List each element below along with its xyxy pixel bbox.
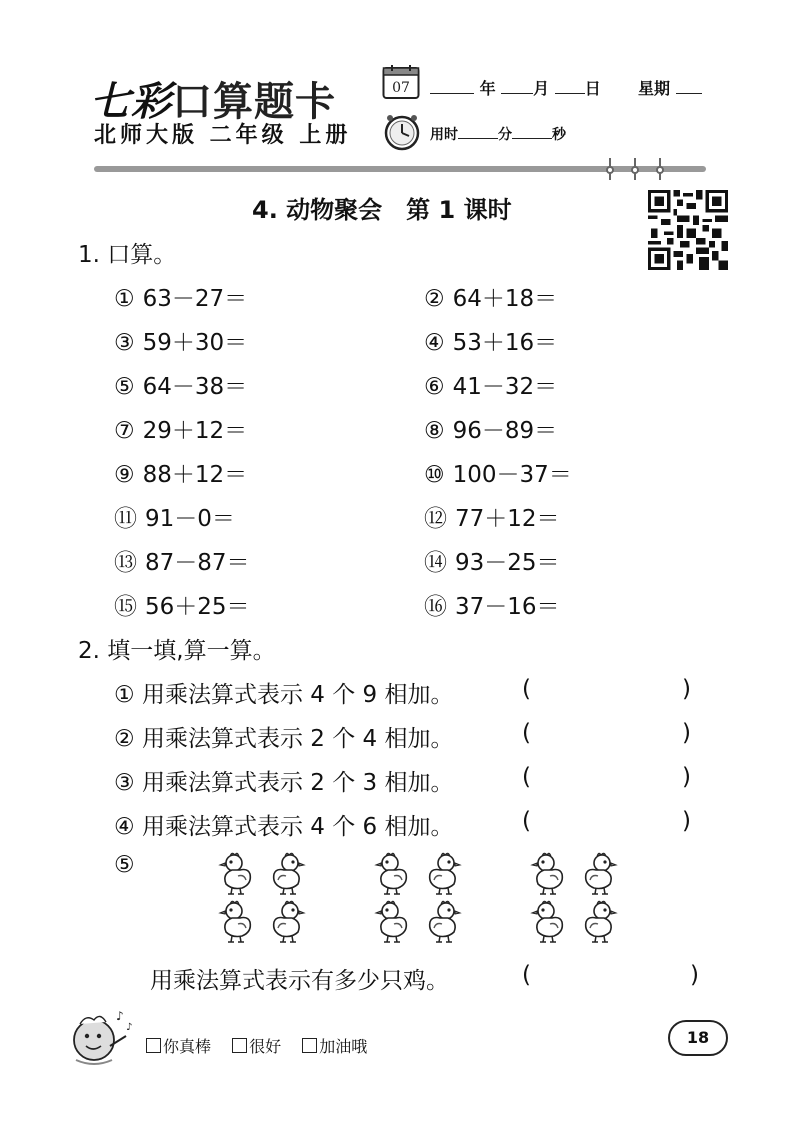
fill-item-4 [114, 808, 453, 841]
fill-item-3-text: 用乘法算式表示 2 个 3 相加。 [141, 770, 454, 796]
q12-num: ⑫ [424, 506, 447, 532]
binder-rings-icon [600, 156, 670, 184]
fill-item-3-paren-open: ( [522, 764, 531, 790]
fill-item-1-paren-open: ( [522, 676, 531, 702]
rating-label-good: 很好 [249, 1037, 282, 1056]
seconds-blank[interactable] [512, 124, 552, 139]
q8-num: ⑧ [424, 418, 445, 444]
year-blank[interactable] [430, 79, 474, 94]
clock-icon [382, 112, 422, 152]
weekday-label: 星期 [637, 79, 670, 98]
minutes-label: 分 [498, 127, 512, 143]
q16-expr: 37－16＝ [455, 594, 560, 620]
q6-expr: 41－32＝ [452, 374, 558, 400]
day-blank[interactable] [555, 79, 585, 94]
q2-expr: 64＋18＝ [452, 286, 558, 312]
section1-heading: 1. 口算。 [78, 242, 177, 268]
q16-item [424, 588, 560, 621]
q13-num: ⑬ [114, 550, 137, 576]
q12-expr: 77＋12＝ [455, 506, 560, 532]
q1-item [114, 280, 247, 313]
day-label: 日 [584, 79, 601, 98]
q14-num: ⑭ [424, 550, 447, 576]
q3-num: ③ [114, 330, 135, 356]
fill-item-4-answer[interactable] [530, 808, 680, 836]
seconds-label: 秒 [552, 127, 566, 143]
rating-label-keep-going: 加油哦 [319, 1037, 368, 1056]
fill-item-4-num: ④ [114, 814, 135, 840]
q15-item [114, 588, 250, 621]
q8-expr: 96－89＝ [452, 418, 558, 444]
svg-text:♪: ♪ [126, 1022, 133, 1033]
minutes-blank[interactable] [458, 124, 498, 139]
q3-item [114, 324, 247, 357]
fill-item-2-answer[interactable] [530, 720, 680, 748]
qr-code-icon[interactable] [648, 190, 728, 270]
weekday-blank[interactable] [676, 79, 702, 94]
calendar-icon [382, 64, 420, 100]
q15-num: ⑮ [114, 594, 137, 620]
fill-item-1-paren-close: ) [682, 676, 691, 702]
brand-name: 口算题卡 [172, 78, 336, 125]
fill-item-5-num: ⑤ [114, 852, 135, 878]
q7-expr: 29＋12＝ [142, 418, 248, 444]
fill-item-2 [114, 720, 453, 753]
time-line [430, 124, 566, 144]
fill-item-1 [114, 676, 453, 709]
q11-item [114, 500, 235, 533]
q16-num: ⑯ [424, 594, 447, 620]
fill-item-3-num: ③ [114, 770, 135, 796]
q1-expr: 63－27＝ [142, 286, 248, 312]
q5-item [114, 368, 247, 401]
checkbox-icon[interactable] [232, 1038, 247, 1053]
q1-num: ① [114, 286, 135, 312]
q2-num: ② [424, 286, 445, 312]
rating-option-good[interactable] [232, 1037, 281, 1056]
fill-item-2-text: 用乘法算式表示 2 个 4 相加。 [141, 726, 454, 752]
chick-icon [578, 898, 620, 944]
lesson-title: 4. 动物聚会 第 1 课时 [252, 196, 512, 224]
fill-item-1-answer[interactable] [530, 676, 680, 704]
fill-item-5-text: 用乘法算式表示有多少只鸡。 [150, 968, 449, 994]
q12-item [424, 500, 560, 533]
q5-num: ⑤ [114, 374, 135, 400]
q13-item [114, 544, 250, 577]
q6-item [424, 368, 557, 401]
q7-item [114, 412, 247, 445]
calendar-day: 07 [392, 80, 410, 96]
svg-text:♪: ♪ [116, 1009, 124, 1023]
edition-label: 北师大版 二年级 上册 [94, 123, 352, 148]
chick-icon [578, 850, 620, 896]
q14-expr: 93－25＝ [455, 550, 560, 576]
q9-expr: 88＋12＝ [142, 462, 248, 488]
fill-item-5-answer[interactable] [530, 962, 688, 990]
rating-label-great: 你真棒 [163, 1037, 212, 1056]
q10-num: ⑩ [424, 462, 445, 488]
fill-item-5-paren-open: ( [522, 962, 531, 988]
fill-item-2-paren-close: ) [682, 720, 691, 746]
fill-item-4-paren-open: ( [522, 808, 531, 834]
year-label: 年 [479, 79, 496, 98]
fill-item-4-text: 用乘法算式表示 4 个 6 相加。 [141, 814, 454, 840]
q7-num: ⑦ [114, 418, 135, 444]
chick-icon [266, 898, 308, 944]
date-line [430, 76, 702, 99]
rating-options [146, 1034, 383, 1057]
q9-num: ⑨ [114, 462, 135, 488]
chick-icon [528, 898, 570, 944]
chick-icon [372, 898, 414, 944]
fill-item-2-num: ② [114, 726, 135, 752]
chick-icon [216, 850, 258, 896]
chick-icon [216, 898, 258, 944]
chick-icon [372, 850, 414, 896]
q14-item [424, 544, 560, 577]
q10-item [424, 456, 572, 489]
fill-item-1-text: 用乘法算式表示 4 个 9 相加。 [141, 682, 454, 708]
month-blank[interactable] [501, 79, 533, 94]
fill-item-2-paren-open: ( [522, 720, 531, 746]
q2-item [424, 280, 557, 313]
chick-icon [266, 850, 308, 896]
fill-item-3-paren-close: ) [682, 764, 691, 790]
q4-expr: 53＋16＝ [452, 330, 558, 356]
rating-option-great[interactable] [146, 1037, 211, 1056]
q4-item [424, 324, 557, 357]
checkbox-icon[interactable] [302, 1038, 317, 1053]
q15-expr: 56＋25＝ [145, 594, 250, 620]
page-number-badge: 18 [668, 1020, 728, 1056]
q4-num: ④ [424, 330, 445, 356]
q13-expr: 87－87＝ [145, 550, 250, 576]
checkbox-icon[interactable] [146, 1038, 161, 1053]
chick-icon [422, 898, 464, 944]
fill-item-3 [114, 764, 453, 797]
fill-item-5-paren-close: ) [690, 962, 699, 988]
section2-heading: 2. 填一填,算一算。 [78, 638, 276, 664]
q10-expr: 100－37＝ [452, 462, 572, 488]
q9-item [114, 456, 247, 489]
fill-item-1-num: ① [114, 682, 135, 708]
q5-expr: 64－38＝ [142, 374, 248, 400]
mascot-icon [66, 1006, 136, 1070]
chick-icon [422, 850, 464, 896]
q8-item [424, 412, 557, 445]
fill-item-3-answer[interactable] [530, 764, 680, 792]
q6-num: ⑥ [424, 374, 445, 400]
q11-num: ⑪ [114, 506, 137, 532]
q11-expr: 91－0＝ [145, 506, 235, 532]
rating-option-keep-going[interactable] [302, 1037, 367, 1056]
time-used-label: 用时 [430, 127, 458, 143]
brand-stylized: 七彩 [90, 78, 172, 125]
fill-item-4-paren-close: ) [682, 808, 691, 834]
q3-expr: 59＋30＝ [142, 330, 248, 356]
month-label: 月 [533, 79, 550, 98]
chick-icon [528, 850, 570, 896]
